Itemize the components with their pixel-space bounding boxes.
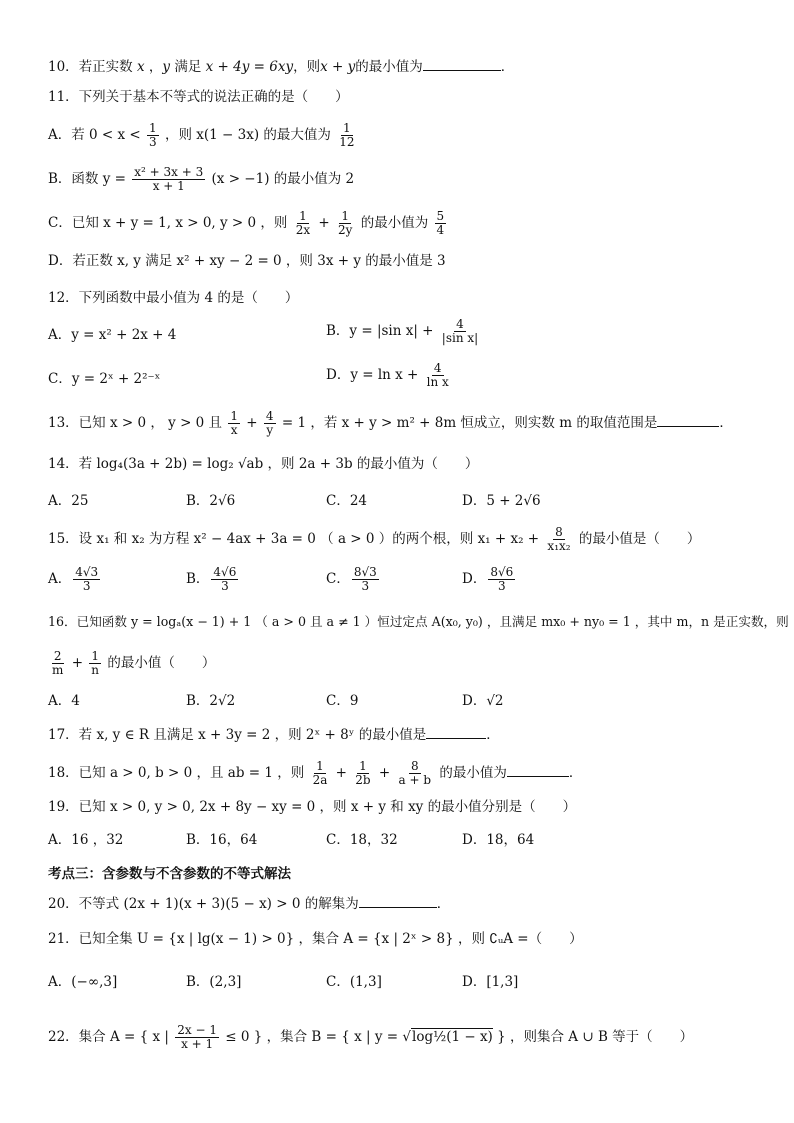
- question-22: 22．集合 A = { x | $\frac{2x - 1}{x + 1}$ ≤ 0 } ，集合 B = { x | y = √log½(1 − x) } ，则集合 A ∪ B 等于（ ）: [48, 1023, 694, 1051]
- question-11-option-d: D．若正数 x, y 满足 x² + xy − 2 = 0 ，则 3x + y 的最小值是 3: [48, 253, 446, 269]
- question-12-option-a: A．y = x² + 2x + 4: [48, 327, 177, 343]
- question-10: 10．若正实数 x ，y 满足 x + 4y = 6xy，则x + y的最小值为 ．: [48, 56, 754, 76]
- question-19-stem: 19．已知 x > 0, y > 0, 2x + 8y − xy = 0 ，则 x + y 和 xy 的最小值分别是（ ）: [48, 799, 577, 815]
- question-14-option-c: C．24: [326, 493, 368, 509]
- question-20: 20．不等式 (2x + 1)(x + 3)(5 − x) > 0 的解集为 ．: [48, 893, 754, 913]
- question-16-line2: $\frac{2}{m}$ + $\frac{1}{n}$ 的最小值（ ）: [52, 649, 216, 677]
- question-15-option-d: D． $\frac{8√6}{3}$: [462, 565, 514, 593]
- question-14-option-d: D．5 + 2√6: [462, 493, 541, 509]
- question-14-option-b: B．2√6: [186, 493, 236, 509]
- question-15-option-a: A． $\frac{4√3}{3}$: [48, 565, 99, 593]
- answer-blank[interactable]: [507, 762, 569, 777]
- question-13: 13．已知 x > 0 ， y > 0 且 $\frac{1}{x}$ + $\frac{4}{y}$ = 1 ，若 x + y > m² + 8m 恒成立，则实数 m 的取值范围是 ．: [48, 409, 733, 437]
- question-21-option-c: C．(1,3]: [326, 974, 382, 990]
- question-16-line1: 16．已知函数 y = logₐ(x − 1) + 1 （ a > 0 且 a ≠ 1 ）恒过定点 A(x₀, y₀) ，且满足 mx₀ + ny₀ = 1 ，其中 m，n 是正实数，则: [48, 614, 789, 629]
- question-11-stem: 11．下列关于基本不等式的说法正确的是（ ）: [48, 89, 349, 105]
- answer-blank[interactable]: [359, 893, 437, 908]
- question-17: 17．若 x, y ∈ R 且满足 x + 3y = 2 ，则 2ˣ + 8ʸ 的最小值是 ．: [48, 724, 754, 744]
- question-21-stem: 21．已知全集 U = {x | lg(x − 1) > 0} ，集合 A = {x | 2ˣ > 8} ，则 ∁ᵤA =（ ）: [48, 931, 583, 947]
- question-14-option-a: A．25: [48, 493, 89, 509]
- question-15-option-b: B． $\frac{4√6}{3}$: [186, 565, 237, 593]
- question-15: 15．设 x₁ 和 x₂ 为方程 x² − 4ax + 3a = 0 （ a > 0 ）的两个根，则 x₁ + x₂ + $\frac{8}{\text{x₁x₂}}$ 的最小值是（ ）: [48, 525, 701, 553]
- question-19-option-a: A．16 ，32: [48, 832, 124, 848]
- section-heading: 考点三：含参数与不含参数的不等式解法: [48, 866, 291, 882]
- answer-blank[interactable]: [426, 724, 486, 739]
- question-12-stem: 12．下列函数中最小值为 4 的是（ ）: [48, 290, 299, 306]
- question-16-option-c: C．9: [326, 693, 359, 709]
- answer-blank[interactable]: [657, 412, 719, 427]
- question-19-option-d: D．18，64: [462, 832, 535, 848]
- question-15-option-c: C． $\frac{8√3}{3}$: [326, 565, 377, 593]
- question-12-option-b: B．y = |sin x| + $\frac{4}{\text{|sin x|}}$: [326, 317, 479, 345]
- question-21-option-b: B．(2,3]: [186, 974, 242, 990]
- question-14-stem: 14．若 log₄(3a + 2b) = log₂ √ab ，则 2a + 3b 的最小值为（ ）: [48, 456, 479, 472]
- question-21-option-d: D．[1,3]: [462, 974, 519, 990]
- question-16-option-b: B．2√2: [186, 693, 236, 709]
- question-12-option-c: C．y = 2ˣ + 2²⁻ˣ: [48, 371, 161, 387]
- question-19-option-c: C．18，32: [326, 832, 398, 848]
- question-18: 18．已知 a > 0, b > 0 ，且 ab = 1 ，则 $\frac{1}{2a}$ + $\frac{1}{2b}$ + $\frac{8}{a + b}$ 的最小值为 ．: [48, 759, 583, 787]
- question-12-option-d: D．y = ln x + $\frac{4}{\text{ln x}}$: [326, 361, 449, 389]
- question-11-option-a: A．若 0 < x < $\frac{1}{3}$ ，则 x(1 − 3x) 的最大值为 $\frac{1}{12}$: [48, 121, 355, 149]
- question-21-option-a: A．(−∞,3]: [48, 974, 118, 990]
- question-11-option-b: B．函数 y = $\frac{\text{x² + 3x + 3}}{x + 1}$ (x > −1) 的最小值为 2: [48, 165, 355, 193]
- question-16-option-d: D．√2: [462, 693, 504, 709]
- question-11-option-c: C．已知 x + y = 1, x > 0, y > 0 ，则 $\frac{1}{2x}$ + $\frac{1}{2y}$ 的最小值为 $\frac{5}{4}$: [48, 209, 445, 237]
- question-16-option-a: A．4: [48, 693, 80, 709]
- answer-blank[interactable]: [423, 56, 501, 71]
- question-19-option-b: B．16，64: [186, 832, 258, 848]
